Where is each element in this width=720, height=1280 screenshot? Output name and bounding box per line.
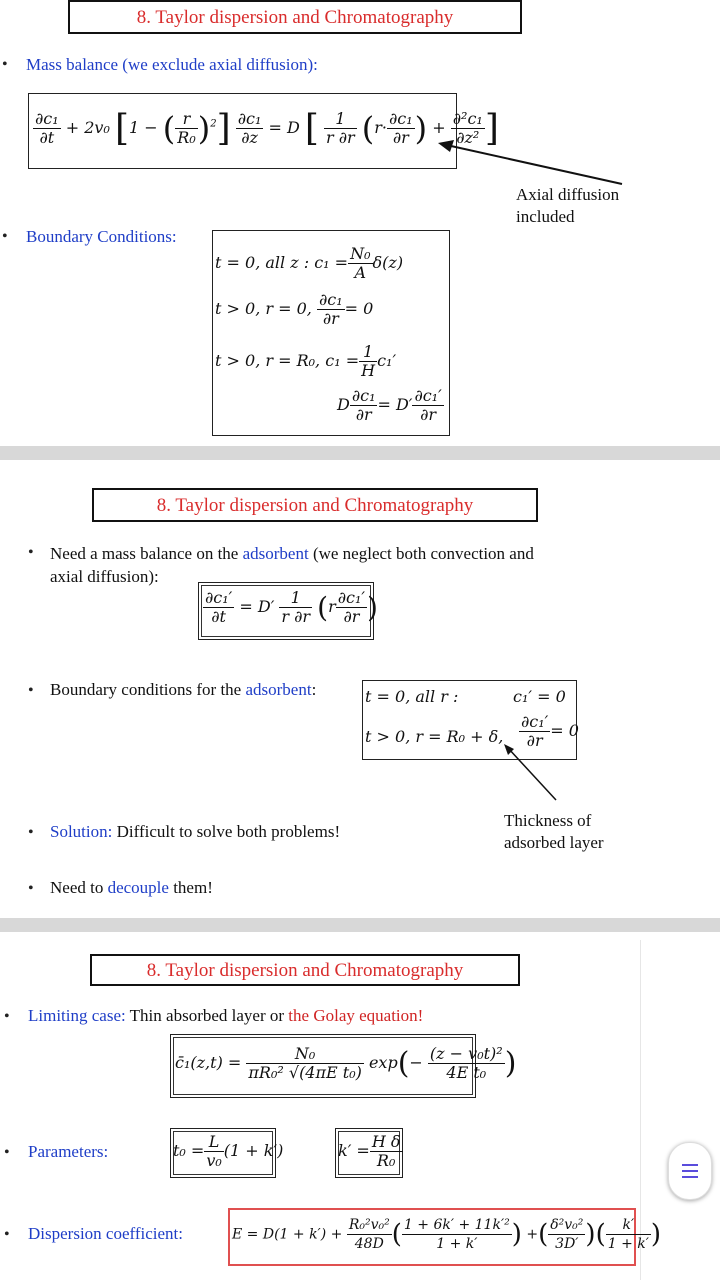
limiting-case-text: Limiting case: Thin absorbed layer or the Golay equation! (28, 1006, 424, 1025)
slide-title: 8. Taylor dispersion and Chromatography (90, 954, 520, 986)
annotation-thickness: Thickness of adsorbed layer (504, 811, 604, 852)
mass-balance-label: Mass balance (we exclude axial diffusion): (26, 55, 318, 74)
equation-boundary-conditions: t = 0, all z : c₁ = $\frac{\text{N₀}}{A}$ δ(z) t > 0, r = 0, $\frac{\text{∂c₁}}{\partial r}$ = 0 t > 0, r = R₀, c₁ = $\frac{1}{H}$ c₁′ D $\frac{\text{∂c₁}}{\partial r}$ = D′ $\frac{\text{∂c₁′}}{\partial r}$ (212, 230, 450, 436)
bullet-icon: • (28, 682, 34, 699)
equation-adsorbent-bc: t = 0, all r : c₁′ = 0 t > 0, r = R₀ + δ, $\frac{\text{∂c₁′}}{\partial r}$ = 0 (362, 680, 577, 760)
decouple-text: Need to decouple them! (50, 878, 213, 897)
slide-divider (0, 918, 720, 932)
annotation-axial-diffusion: Axial diffusion included (516, 185, 620, 226)
dispersion-coefficient-label: Dispersion coefficient: (28, 1224, 184, 1243)
arrow-icon (498, 740, 568, 810)
equation-dispersion: E = D(1 + k′) + $\frac{\text{R₀²v₀²}}{48D}$ ( $\frac{\text{1 + 6k′ + 11k′²}}{1 + k'}$ ) +( $\frac{\text{δ²v₀²}}{3D'}$ )( $\frac{k'}{1 + k'}$ ) (228, 1208, 636, 1266)
bullet-icon: • (2, 228, 8, 245)
boundary-conditions-label: Boundary Conditions: (26, 227, 177, 246)
equation-golay: c̄₁(z,t) = $\frac{\text{N₀}}{\text{πR₀² √(4πE t₀)}}$ exp(− $\frac{\text{(z − v₀t)²}}{\text{4E t₀}}$ ) (170, 1034, 476, 1098)
parameters-label: Parameters: (28, 1142, 109, 1161)
slide-3 (0, 932, 720, 1280)
equation-k: k′ = $\frac{\text{H δ}}{\text{R₀}}$ (335, 1128, 403, 1178)
slide-title: 8. Taylor dispersion and Chromatography (92, 488, 538, 522)
menu-button[interactable] (668, 1142, 712, 1200)
equation-t0: t₀ = $\frac{L}{\text{v₀}}$ (1 + k′) (170, 1128, 276, 1178)
slide-1 (0, 0, 720, 446)
bullet-icon: • (4, 1226, 10, 1243)
adsorbent-mass-balance-text: Need a mass balance on the adsorbent (we neglect both convection and axial diffusion): (50, 544, 534, 586)
menu-icon (682, 1164, 698, 1166)
bullet-icon: • (28, 544, 34, 561)
slide-divider (0, 446, 720, 460)
slide-2 (0, 460, 720, 918)
bullet-icon: • (28, 880, 34, 897)
arrow-icon (430, 132, 630, 188)
equation-mass-balance: $\frac{\text{∂c₁}}{\partial t}$ + 2v₀ [1 − ( $\frac{r}{\text{R₀}}$ )$^2$] $\frac{\text{∂c₁}}{\partial z}$ = D [ $\frac{1}{r \partial r}$ (r· $\frac{\text{∂c₁}}{\partial r}$ ) + $\frac{\text{∂²c₁}}{\text{∂z²}}$ ] (28, 93, 457, 169)
bullet-icon: • (4, 1144, 10, 1161)
solution-text: Solution: Difficult to solve both problems! (50, 822, 341, 841)
bullet-icon: • (28, 824, 34, 841)
bullet-icon: • (4, 1008, 10, 1025)
equation-adsorbent: $\frac{\text{∂c₁′}}{\partial t}$ = D′ $\frac{1}{r \partial r}$ (r $\frac{\text{∂c₁′}}{\partial r}$ ) (198, 582, 374, 640)
slide-title: 8. Taylor dispersion and Chromatography (68, 0, 522, 34)
bullet-icon: • (2, 56, 8, 73)
adsorbent-bc-text: Boundary conditions for the adsorbent: (50, 680, 317, 699)
